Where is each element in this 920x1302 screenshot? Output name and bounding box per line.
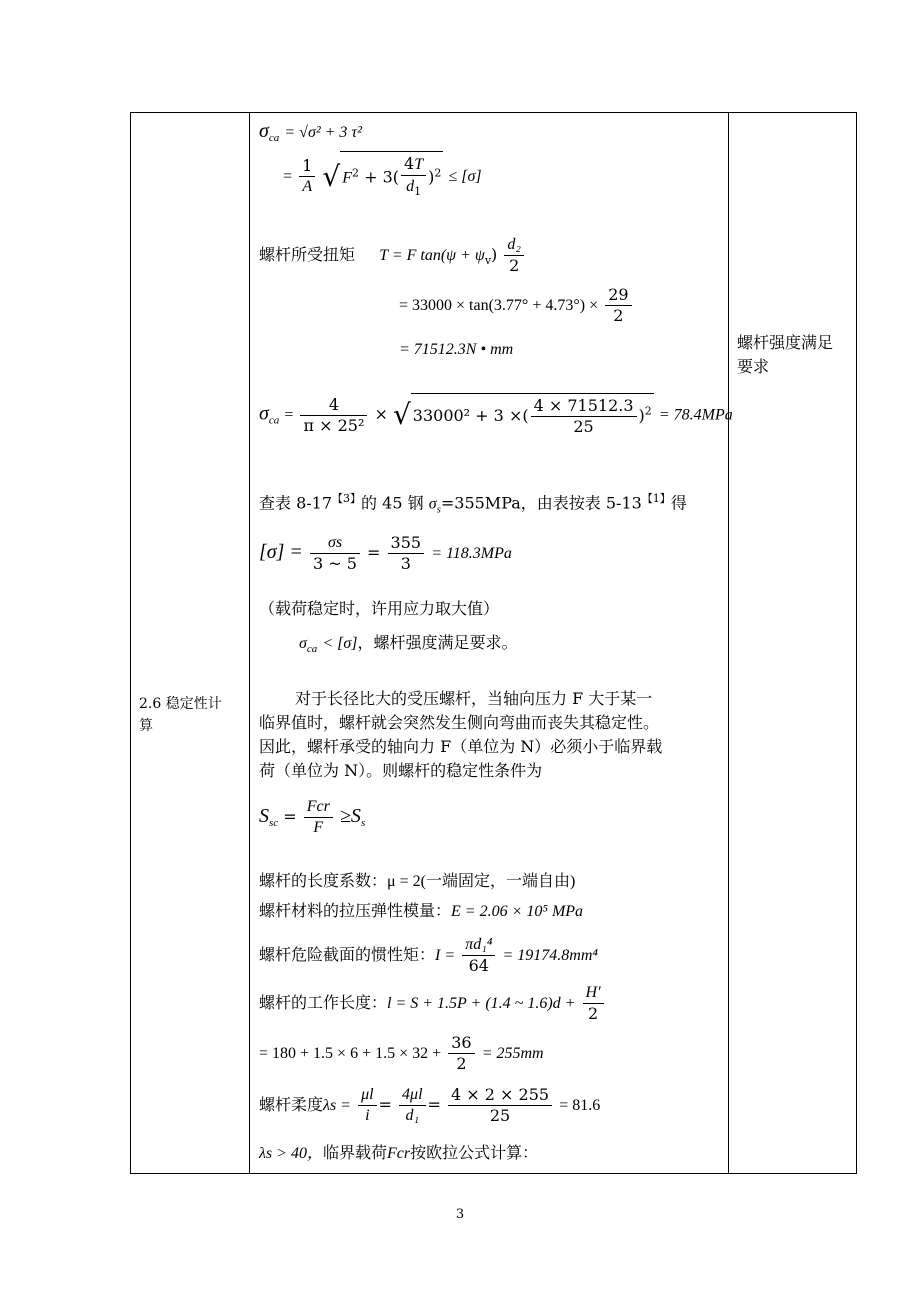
stab-line1: 对于长径比大的受压螺杆，当轴向压力 F 大于某一 bbox=[295, 689, 653, 708]
work-len-line2-end: = 255mm bbox=[481, 1045, 544, 1062]
torque-line2-den: 2 bbox=[613, 306, 624, 325]
torque-eq: T = F tan(ψ + ψ bbox=[379, 247, 485, 264]
final-text2: 按欧拉公式计算： bbox=[410, 1143, 539, 1162]
column-divider-1 bbox=[249, 113, 250, 1173]
check-expr: < [σ] bbox=[322, 635, 358, 652]
inertia-label: 螺杆危险截面的惯性矩： bbox=[259, 945, 436, 964]
slender-den2: d₁ bbox=[405, 1107, 420, 1124]
final-text: 临界载荷 bbox=[322, 1143, 387, 1162]
length-coef-row bbox=[259, 871, 575, 892]
strength-note bbox=[737, 331, 853, 379]
work-len-line2-num: 36 bbox=[448, 1033, 474, 1054]
final-row bbox=[259, 1143, 538, 1164]
section-label-line1: 2.6 稳定性计 bbox=[139, 696, 222, 712]
torque-line2 bbox=[399, 285, 634, 326]
allowable-stress: [σ] = $\frac{\sigma s}{3 \sim 5}$ = $\frac{355}{3}$ = 118.3MPa bbox=[259, 533, 512, 573]
allow-note: （载荷稳定时，许用应力取大值） bbox=[259, 599, 500, 618]
lookup-ref-b: 【1】 bbox=[641, 492, 671, 505]
work-len-line2-den: 2 bbox=[456, 1054, 467, 1073]
stability-condition: $S_{sc}$ = $\frac{\text{Fcr}}{F}$ $\ge S_s$ bbox=[259, 798, 366, 836]
torque-line3 bbox=[399, 339, 513, 360]
modulus-eq: E = 2.06 × 10⁵ MPa bbox=[451, 903, 584, 920]
content-cell bbox=[259, 113, 733, 1173]
len-coef-label: 螺杆的长度系数： bbox=[259, 871, 388, 890]
slender-den1: i bbox=[365, 1107, 370, 1124]
lookup-a: 查表 8-17 bbox=[259, 493, 333, 513]
formula-sigma-ca bbox=[259, 121, 362, 148]
ssc-lhs: S bbox=[259, 805, 269, 827]
ssc-den: F bbox=[313, 819, 324, 836]
torque-eq-end: ) bbox=[491, 245, 498, 264]
lookup-row: 查表 $8-17^{【3】}$的 45 钢 $\sigma_s=355MPa$，由表按表 $5-13^{【1】}$得 bbox=[259, 492, 687, 516]
work-length-row bbox=[259, 983, 606, 1024]
formula-sigma-ca-expanded: = $\frac{1}{A}$ √ $F^2 + 3$( $\frac{4T}{d_1}$ )$^2$ ≤ [σ] bbox=[283, 151, 482, 202]
slender-lhs: λs = bbox=[323, 1097, 351, 1114]
work-len-label: 螺杆的工作长度： bbox=[259, 993, 388, 1012]
stab-line4: 荷（单位为 N）。则螺杆的稳定性条件为 bbox=[259, 761, 543, 780]
torque-label: 螺杆所受扭矩 bbox=[259, 245, 356, 264]
inertia-num: πd₁⁴ bbox=[462, 935, 495, 956]
slender-num3: 4 × 2 × 255 bbox=[448, 1085, 552, 1106]
slender-num1: μl bbox=[358, 1085, 376, 1106]
f2-text: ≤ [σ] bbox=[448, 168, 482, 186]
f1-lhs-sub: ca bbox=[268, 132, 280, 145]
section-label bbox=[139, 693, 243, 737]
torque-line3-text: = 71512.3N • mm bbox=[399, 341, 514, 358]
column-divider-2 bbox=[728, 113, 729, 1173]
lookup-ref-a: 【3】 bbox=[332, 492, 362, 505]
ssc-rhs: ≥S bbox=[339, 805, 361, 827]
allow-den2: 3 bbox=[400, 554, 411, 573]
inertia-row: 螺杆危险截面的惯性矩：I = $\frac{\text{πd₁⁴}}{64}$ = 19174.8mm⁴ bbox=[259, 936, 598, 975]
strength-check: $\sigma_{ca} < [\sigma]$，螺杆强度满足要求。 bbox=[299, 633, 518, 656]
f1-rest: = √σ² + 3 τ² bbox=[284, 124, 362, 141]
work-len-den: 2 bbox=[587, 1004, 599, 1023]
allow-num: σs bbox=[310, 533, 360, 554]
work-len-eq: l = S + 1.5P + (1.4 ~ 1.6)d + bbox=[387, 995, 576, 1012]
work-len-num: H′ bbox=[583, 983, 604, 1004]
sca-den: π × 25² bbox=[303, 415, 365, 435]
torque-line2-text: = 33000 × tan(3.77° + 4.73°) × bbox=[399, 297, 599, 314]
section-label-line2: 算 bbox=[139, 718, 153, 734]
len-coef-eq: μ = 2(一端固定，一端自由) bbox=[387, 873, 576, 890]
allow-den: 3 ~ 5 bbox=[313, 554, 357, 573]
strength-note-line1: 螺杆强度满足 bbox=[737, 333, 834, 352]
check-text: ，螺杆强度满足要求。 bbox=[357, 633, 518, 652]
allow-result: = 118.3MPa bbox=[431, 545, 512, 562]
work-length-line2 bbox=[259, 1033, 544, 1074]
allow-num2: 355 bbox=[388, 533, 425, 554]
sca-under: 33000² + 3 × bbox=[412, 406, 523, 425]
lookup-d: 得 bbox=[670, 493, 687, 513]
lookup-c: =355MPa，由表按表 5-13 bbox=[440, 493, 642, 513]
modulus-row bbox=[259, 901, 583, 922]
torque-eq-sub: v bbox=[484, 254, 492, 268]
allow-lhs: [σ] = bbox=[259, 541, 303, 563]
final-lhs: λs > 40， bbox=[259, 1145, 323, 1162]
slender-num2: 4μl bbox=[399, 1085, 425, 1106]
slender-result: = 81.6 bbox=[559, 1097, 601, 1114]
inertia-result: = 19174.8mm⁴ bbox=[502, 947, 598, 964]
work-len-line2-text: = 180 + 1.5 × 6 + 1.5 × 32 + bbox=[259, 1045, 442, 1062]
sca-num: 4 bbox=[300, 395, 367, 416]
slender-den3: 25 bbox=[489, 1106, 511, 1125]
slenderness-row: 螺杆柔度λs = $\frac{\mu l}{i}$ = $\frac{4\mu l}{\text{d₁}}$ = $\frac{4 \times 2 \times 255}{25}$ = 81.6 bbox=[259, 1085, 601, 1125]
inertia-den: 64 bbox=[468, 956, 489, 975]
sca-inner-den: 25 bbox=[573, 417, 594, 436]
modulus-label: 螺杆材料的拉压弹性模量： bbox=[259, 901, 452, 920]
f1-lhs: σ bbox=[259, 120, 269, 142]
ssc-lhs-sub: sc bbox=[269, 817, 279, 830]
calc-table bbox=[130, 112, 857, 1174]
stab-line2: 临界值时，螺杆就会突然发生侧向弯曲而丧失其稳定性。 bbox=[259, 713, 660, 732]
sca-result: = 78.4MPa bbox=[658, 406, 733, 424]
ssc-num: Fcr bbox=[304, 797, 333, 818]
torque-den: 2 bbox=[509, 256, 520, 275]
torque-line2-num: 29 bbox=[605, 285, 631, 306]
sca-inner-num: 4 × 71512.3 bbox=[531, 396, 637, 417]
page-number: 3 bbox=[455, 1207, 465, 1222]
torque-num: d₂ bbox=[504, 235, 524, 256]
sca-numeric: $\sigma_{ca}$ = $\frac{4}{\text{π × 25²}}$ × √ 33000² + 3 ×( $\frac{4 \times 71512.3}{25}$ )$^2$ = 78.4MPa bbox=[259, 394, 733, 436]
torque-row bbox=[259, 235, 526, 276]
lookup-b: 的 45 钢 bbox=[361, 493, 424, 513]
strength-note-line2: 要求 bbox=[737, 357, 770, 376]
stab-line3: 因此，螺杆承受的轴向力 F（单位为 N）必须小于临界载 bbox=[259, 737, 663, 756]
final-var: Fcr bbox=[386, 1145, 411, 1162]
slender-label: 螺杆柔度 bbox=[259, 1095, 324, 1114]
stability-paragraph bbox=[259, 687, 725, 783]
ssc-rhs-sub: s bbox=[360, 817, 366, 830]
